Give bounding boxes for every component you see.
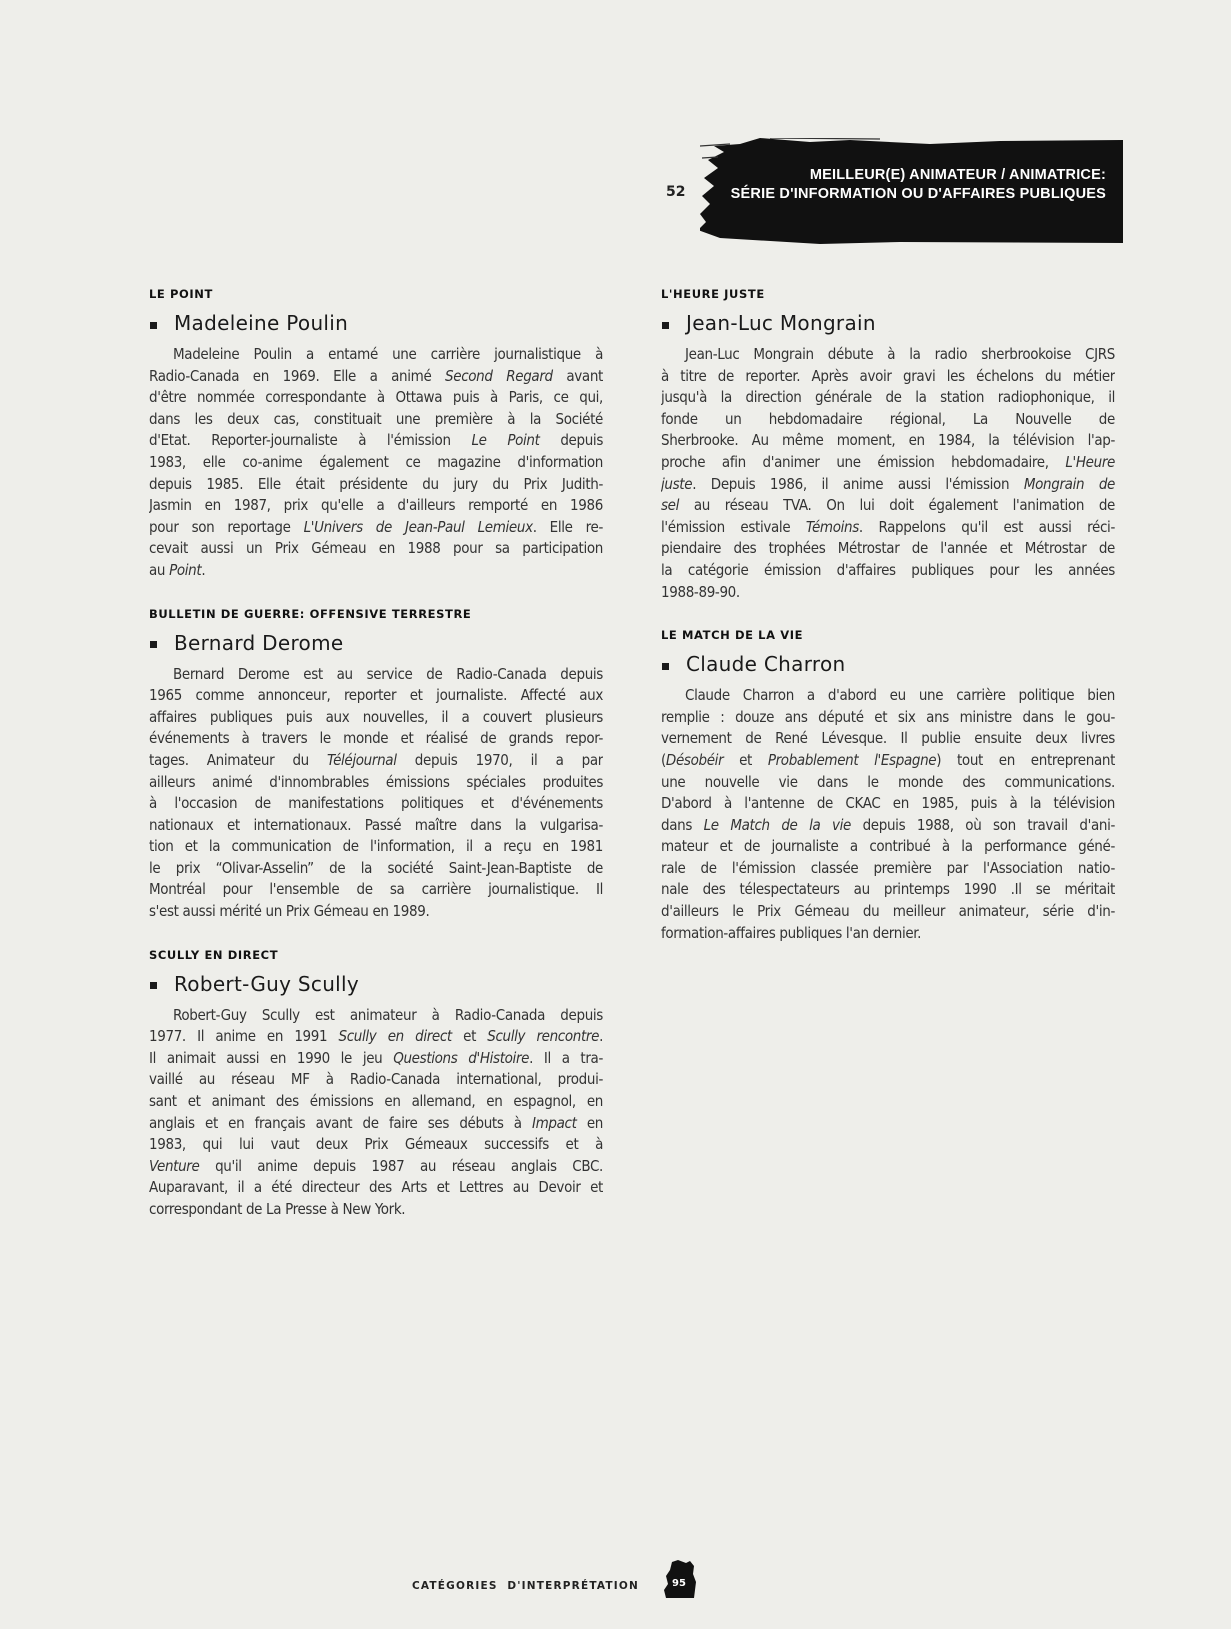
text-line — [149, 452, 603, 474]
text-line — [661, 707, 1115, 729]
body-text: à titre de reporter. Après avoir gravi les échelons du métier — [661, 366, 1115, 385]
body-text: nale des télespectateurs au printemps 1990 .Il se méritait — [661, 880, 1115, 899]
nominee-heading — [661, 649, 1115, 679]
profile-section — [661, 627, 1115, 944]
body-text: Montréal pour l'ensemble de sa carrière journalistique. Il — [149, 880, 603, 899]
text-line — [661, 879, 1115, 901]
text-line — [149, 728, 603, 750]
body-text: d'être nommée correspondante à Ottawa puis à Paris, ce qui, — [149, 388, 603, 407]
body-text: 1983, elle co-anime également ce magazine d'information — [149, 452, 603, 471]
body-text: dans les deux cas, constituait une première à la Société — [149, 409, 603, 428]
text-line — [149, 430, 603, 452]
text-line — [149, 664, 603, 686]
text-line — [149, 772, 603, 794]
text-line — [149, 517, 603, 539]
italic-title-text: Mongrain de — [1023, 474, 1115, 493]
body-text: tion et la communication de l'information, il a reçu en 1981 — [149, 837, 603, 856]
body-text: correspondant de La Presse à New York. — [149, 1200, 406, 1218]
text-line — [149, 560, 603, 582]
text-line — [661, 836, 1115, 858]
header-title-line-1: MEILLEUR(E) ANIMATEUR / ANIMATRICE: — [809, 167, 1106, 183]
italic-title-text: Scully en direct — [338, 1027, 452, 1046]
text-line — [149, 387, 603, 409]
body-text: 1965 comme annonceur, reporter et journaliste. Affecté aux — [149, 686, 603, 705]
body-text: d'ailleurs le Prix Gémeau du meilleur animateur, série d'in- — [661, 902, 1115, 921]
body-text: dans — [661, 815, 704, 834]
text-line — [661, 560, 1115, 582]
body-text: ) tout en entreprenant — [936, 750, 1115, 769]
italic-title-text: Point — [169, 560, 202, 579]
body-text: Auparavant, il a été directeur des Arts et Lettres au Devoir et — [149, 1178, 603, 1197]
body-text: proche afin d'animer une émission hebdomadaire, — [661, 452, 1066, 471]
body-text: . Il a tra- — [529, 1048, 603, 1067]
body-text: affaires publiques puis aux nouvelles, il a couvert plusieurs — [149, 707, 603, 726]
text-line — [149, 474, 603, 496]
text-line — [149, 1048, 603, 1070]
body-text: événements à travers le monde et réalisé de grands repor- — [149, 729, 603, 748]
text-line — [149, 750, 603, 772]
body-text: la catégorie émission d'affaires publiques pour les années — [661, 560, 1115, 579]
text-line — [149, 836, 603, 858]
nominee-heading — [661, 308, 1115, 338]
italic-title-text: Venture — [149, 1156, 200, 1175]
right-column — [661, 286, 1115, 968]
body-text: jusqu'à la direction générale de la station radiophonique, il — [661, 388, 1115, 407]
text-line — [149, 1177, 603, 1199]
header-title-line-2: SÉRIE D'INFORMATION OU D'AFFAIRES PUBLIQUES — [730, 186, 1106, 202]
text-line — [661, 685, 1115, 707]
body-text: avant — [552, 366, 603, 385]
biography-paragraph — [149, 664, 603, 923]
text-line — [149, 879, 603, 901]
text-line — [149, 1091, 603, 1113]
text-line — [661, 538, 1115, 560]
text-line — [661, 923, 1115, 945]
body-text: au réseau TVA. On lui doit également l'animation de — [679, 496, 1115, 515]
section-page-number: 52 — [666, 184, 686, 200]
text-line — [661, 750, 1115, 772]
text-line — [661, 387, 1115, 409]
body-text: Il animait aussi en 1990 le jeu — [149, 1048, 394, 1067]
square-bullet-icon — [150, 982, 157, 989]
body-text: Radio-Canada en 1969. Elle a animé — [149, 366, 446, 385]
text-line — [661, 582, 1115, 604]
body-text: Madeleine Poulin a entamé une carrière journalistique à — [173, 345, 603, 363]
nominee-name: Bernard Derome — [174, 630, 344, 655]
nominee-name: Robert-Guy Scully — [174, 971, 360, 996]
body-text: D'abord à l'antenne de CKAC en 1985, puis à la télévision — [661, 794, 1115, 813]
profile-section — [149, 286, 603, 582]
body-text: anglais et en français avant de faire ses débuts à — [149, 1113, 532, 1132]
text-line — [661, 858, 1115, 880]
body-text: 1988-89-90. — [661, 582, 740, 601]
body-text: qu'il anime depuis 1987 au réseau anglais CBC. — [199, 1156, 603, 1175]
body-text: rale de l'émission classée première par l'Association natio- — [661, 858, 1115, 877]
body-text: ailleurs animé d'innombrables émissions spéciales produites — [149, 772, 603, 791]
body-text: depuis 1988, où son travail d'ani- — [851, 815, 1115, 834]
square-bullet-icon — [662, 322, 669, 329]
text-line — [149, 815, 603, 837]
nominee-name: Madeleine Poulin — [174, 311, 349, 335]
body-text: fonde un hebdomadaire régional, La Nouvelle de — [661, 409, 1115, 428]
program-category-heading: SCULLY EN DIRECT — [149, 947, 279, 962]
text-line — [661, 793, 1115, 815]
text-line — [149, 1134, 603, 1156]
italic-title-text: Téléjournal — [327, 750, 397, 769]
body-text: et — [723, 750, 768, 769]
nominee-name: Claude Charron — [686, 652, 846, 677]
square-bullet-icon — [150, 641, 157, 648]
biography-paragraph — [149, 1005, 603, 1221]
italic-title-text: Témoins — [805, 517, 859, 536]
italic-title-text: Impact — [531, 1113, 577, 1132]
body-text: depuis 1970, il a par — [396, 750, 603, 769]
text-line — [661, 344, 1115, 366]
body-text: depuis 1985. Elle était présidente du jury du Prix Judith- — [149, 474, 603, 493]
program-category-heading: LE POINT — [149, 287, 213, 301]
text-line — [149, 1005, 603, 1027]
body-text: Robert-Guy Scully est animateur à Radio-Canada depuis — [173, 1005, 603, 1024]
body-text: . Depuis 1986, il anime aussi l'émission — [692, 474, 1024, 493]
text-line — [661, 430, 1115, 452]
text-line — [661, 366, 1115, 388]
footer-page-number: 95 — [672, 1578, 686, 1589]
body-text: sant et animant des émissions en allemand, en espagnol, en — [149, 1092, 603, 1111]
text-line — [661, 815, 1115, 837]
program-category-heading: L'HEURE JUSTE — [661, 287, 765, 301]
text-line — [149, 793, 603, 815]
text-line — [661, 517, 1115, 539]
italic-title-text: L'Heure — [1065, 452, 1115, 471]
program-category-heading: LE MATCH DE LA VIE — [661, 628, 804, 643]
body-text: 1977. Il anime en 1991 — [149, 1027, 339, 1046]
program-category-heading: BULLETIN DE GUERRE: OFFENSIVE TERRESTRE — [149, 606, 472, 621]
italic-title-text: Le Point — [471, 431, 540, 450]
text-line — [149, 1069, 603, 1091]
text-line — [661, 728, 1115, 750]
italic-title-text: Questions d'Histoire — [393, 1048, 530, 1067]
text-line — [149, 1026, 603, 1048]
body-text: mateur et de journaliste a contribué à la performance géné- — [661, 837, 1115, 856]
text-line — [149, 1113, 603, 1135]
italic-title-text: Probablement l'Espagne — [767, 750, 937, 769]
biography-paragraph — [661, 685, 1115, 944]
body-text: et — [451, 1027, 488, 1046]
text-line — [149, 344, 603, 366]
italic-title-text: L'Univers de Jean-Paul Lemieux — [303, 517, 533, 536]
body-text: Jasmin en 1987, prix qu'elle a d'ailleurs remporté en 1986 — [149, 496, 603, 515]
text-line — [661, 409, 1115, 431]
body-text: depuis — [539, 431, 603, 450]
text-line — [661, 495, 1115, 517]
text-line — [149, 1199, 603, 1221]
biography-paragraph — [661, 344, 1115, 603]
profile-section — [661, 286, 1115, 603]
body-text: en — [576, 1113, 603, 1132]
body-text: Claude Charron a d'abord eu une carrière politique bien — [685, 686, 1115, 705]
footer-section-label: CATÉGORIES D'INTERPRÉTATION — [412, 1580, 639, 1592]
body-text: Jean-Luc Mongrain débute à la radio sherbrookoise CJRS — [685, 345, 1115, 363]
nominee-name: Jean-Luc Mongrain — [686, 311, 876, 335]
text-line — [149, 538, 603, 560]
text-line — [661, 901, 1115, 923]
body-text: ( — [661, 750, 666, 769]
text-line — [661, 452, 1115, 474]
body-text: vaillé au réseau MF à Radio-Canada international, produi- — [149, 1070, 603, 1089]
body-text: 1983, qui lui vaut deux Prix Gémeaux successifs et à — [149, 1135, 603, 1154]
italic-title-text: Le Match de la vie — [703, 815, 851, 834]
body-text: pour son reportage — [149, 517, 304, 536]
nominee-heading — [149, 969, 603, 999]
body-text: tages. Animateur du — [149, 750, 328, 769]
profile-section — [149, 606, 603, 923]
italic-title-text: juste — [661, 474, 693, 493]
text-line — [661, 474, 1115, 496]
body-text: cevait aussi un Prix Gémeau en 1988 pour sa participation — [149, 539, 603, 558]
profile-section — [149, 947, 603, 1221]
body-text: . — [201, 560, 206, 579]
body-text: l'émission estivale — [661, 517, 806, 536]
body-text: vernement de René Lévesque. Il publie ensuite deux livres — [661, 729, 1115, 748]
page-header-title — [731, 166, 1106, 204]
text-line — [149, 707, 603, 729]
left-column — [149, 286, 603, 1245]
text-line — [661, 772, 1115, 794]
body-text: à l'occasion de manifestations politiques et d'événements — [149, 794, 603, 813]
biography-paragraph — [149, 344, 603, 582]
nominee-heading — [149, 308, 603, 338]
text-line — [149, 409, 603, 431]
nominee-heading — [149, 628, 603, 658]
body-text: Sherbrooke. Au même moment, en 1984, la télévision l'ap- — [661, 431, 1115, 450]
square-bullet-icon — [150, 322, 157, 329]
italic-title-text: sel — [661, 496, 680, 515]
italic-title-text: Scully rencontre — [487, 1027, 600, 1046]
body-text: Bernard Derome est au service de Radio-Canada depuis — [173, 664, 603, 683]
text-line — [149, 495, 603, 517]
text-line — [149, 858, 603, 880]
body-text: remplie : douze ans député et six ans ministre dans le gou- — [661, 707, 1115, 726]
text-line — [149, 366, 603, 388]
body-text: au — [149, 560, 170, 579]
body-text: formation-affaires publiques l'an dernier. — [661, 923, 922, 942]
text-line — [149, 1156, 603, 1178]
body-text: d'Etat. Reporter-journaliste à l'émission — [149, 431, 472, 450]
text-line — [149, 685, 603, 707]
body-text: . Elle re- — [532, 517, 603, 536]
text-line — [149, 901, 603, 923]
body-text: piendaire des trophées Métrostar de l'année et Métrostar de — [661, 539, 1115, 558]
italic-title-text: Désobéir — [665, 750, 724, 769]
square-bullet-icon — [662, 663, 669, 670]
body-text: . — [599, 1027, 603, 1046]
body-text: s'est aussi mérité un Prix Gémeau en 1989. — [149, 902, 430, 921]
italic-title-text: Second Regard — [445, 366, 553, 385]
body-text: le prix “Olivar-Asselin” de la société Saint-Jean-Baptiste de — [149, 858, 603, 877]
body-text: nationaux et internationaux. Passé maître dans la vulgarisa- — [149, 815, 603, 834]
body-text: une nouvelle vie dans le monde des communications. — [661, 772, 1115, 791]
body-text: . Rappelons qu'il est aussi réci- — [858, 517, 1115, 536]
